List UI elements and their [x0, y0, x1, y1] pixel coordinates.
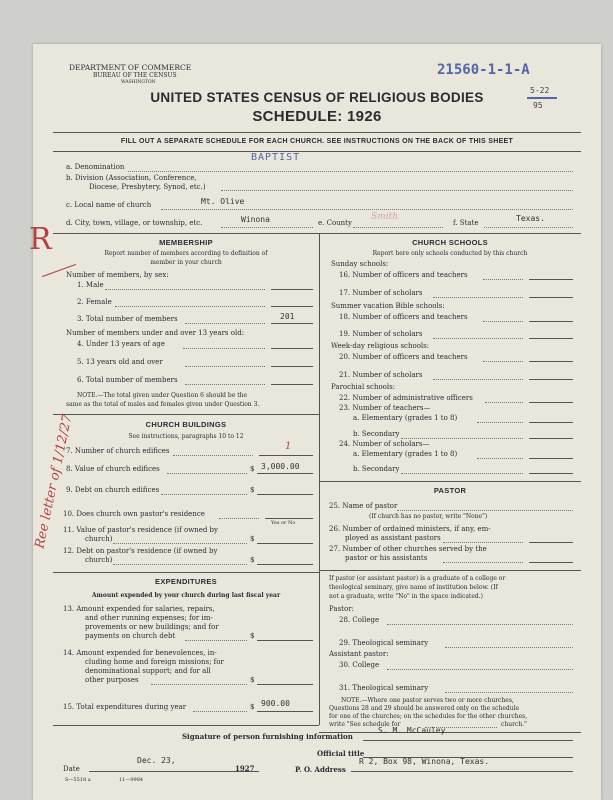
q5-answer-line [271, 366, 313, 367]
graduate-note-2: theological seminary, give name of institution below. (If [329, 584, 498, 591]
q15-label: 15. Total expenditures during year [63, 703, 187, 711]
q19-label: 19. Number of scholars [339, 330, 423, 338]
pastor-note-2: Questions 28 and 29 should be answered only on the schedule [329, 705, 520, 712]
membership-heading: MEMBERSHIP [159, 238, 213, 247]
q28-label: 28. College [339, 616, 380, 624]
q14-label-4: other purposes [85, 676, 139, 684]
q24a-line [477, 458, 523, 459]
q21-line [433, 379, 523, 380]
q12-line [113, 564, 247, 565]
weekday-label: Week-day religious schools: [331, 342, 430, 350]
q1-line [105, 289, 265, 290]
q29-line [445, 647, 573, 648]
q10-label: 10. Does church own pastor's residence [63, 510, 205, 518]
q7-value: 1 [285, 441, 292, 452]
q22-label: 22. Number of administrative officers [339, 394, 473, 402]
q14-dollar: $ [250, 676, 255, 684]
expenditures-sub: Amount expended by your church during last fiscal year [91, 592, 281, 599]
q9-answer-line [257, 494, 313, 495]
denomination-value: BAPTIST [251, 152, 301, 163]
q7-line [173, 455, 253, 456]
date-year: 1927 [235, 764, 255, 773]
q11-label: 11. Value of pastor's residence (if owned by [63, 526, 218, 534]
graduate-note-3: not a graduate, write "No" in the space indicated.) [329, 593, 483, 600]
q25-label: 25. Name of pastor [329, 502, 398, 510]
section-divider [319, 570, 581, 571]
q2-line [115, 306, 265, 307]
q26-answer-line [529, 542, 573, 543]
q25-line [397, 510, 573, 511]
address-value: R 2, Box 98, Winona, Texas. [359, 757, 490, 766]
q12-answer-line [257, 564, 313, 565]
q20-line [483, 361, 523, 362]
q28-line [387, 624, 573, 625]
census-form-sheet [29, 44, 601, 800]
q5-line [185, 366, 265, 367]
q3-value: 201 [280, 312, 295, 321]
q4-answer-line [271, 348, 313, 349]
stamp-code-number: 2156 [437, 62, 471, 78]
pastor-note-3: for one of the churches; on the schedules for the other churches, [329, 713, 528, 720]
q3-label: 3. Total number of members [77, 315, 178, 323]
form-number: S—5518 a [65, 777, 91, 783]
q8-label: 8. Value of church edifices [66, 465, 160, 473]
column-divider [319, 233, 320, 725]
q24a-answer-line [529, 458, 573, 459]
q23a-label: a. Elementary (grades 1 to 8) [353, 414, 458, 422]
assistant-sub-label: Assistant pastor: [329, 650, 389, 658]
address-label: P. O. Address [295, 765, 346, 774]
denomination-line [128, 171, 573, 172]
q23-label: 23. Number of teachers— [339, 404, 431, 412]
address-line [351, 771, 573, 772]
q13-answer-line [257, 640, 313, 641]
q11-label-2: church) [85, 535, 113, 543]
local-name-value: Mt. Olive [201, 197, 245, 206]
city-label: WASHINGTON [121, 80, 156, 85]
q8-dollar: $ [250, 465, 255, 473]
local-name-line [161, 209, 573, 210]
expenditures-heading: EXPENDITURES [155, 577, 217, 586]
q11-answer-line [257, 543, 313, 544]
yes-no-hint: Yes or No [271, 520, 296, 526]
q14-label-2: cluding home and foreign missions; for [85, 658, 224, 666]
q4-label: 4. Under 13 years of age [77, 340, 165, 348]
stamp-fraction-top: 5-22 [530, 86, 550, 95]
q13-label-4: payments on church debt [85, 632, 176, 640]
division-label: b. Division (Association, Conference, [66, 174, 197, 182]
q18-label: 18. Number of officers and teachers [339, 313, 468, 321]
q26-label-2: ployed as assistant pastors [345, 534, 441, 542]
summer-label: Summer vacation Bible schools: [331, 302, 445, 310]
date-label: Date [63, 765, 80, 773]
q15-dollar: $ [250, 703, 255, 711]
signature-value: S. M. McCauley [378, 726, 446, 735]
q24-label: 24. Number of scholars— [339, 440, 430, 448]
q21-label: 21. Number of scholars [339, 371, 423, 379]
q4-line [183, 348, 265, 349]
pastor-sub-label: Pastor: [329, 605, 354, 613]
parochial-label: Parochial schools: [331, 383, 396, 391]
q27-label: 27. Number of other churches served by the [329, 545, 487, 553]
q14-line [151, 684, 247, 685]
q16-line [483, 279, 523, 280]
q8-answer-line [257, 473, 313, 474]
q11-dollar: $ [250, 535, 255, 543]
q23b-line [401, 438, 523, 439]
q27-label-2: pastor or his assistants [345, 554, 428, 562]
division-label-2: Diocese, Presbytery, Synod, etc.) [89, 183, 206, 191]
q20-label: 20. Number of officers and teachers [339, 353, 468, 361]
q26-label: 26. Number of ordained ministers, if any, em- [329, 525, 491, 533]
q31-label: 31. Theological seminary [339, 684, 429, 692]
date-value: Dec. 23, [137, 756, 176, 765]
form-title: UNITED STATES CENSUS OF RELIGIOUS BODIES [150, 90, 484, 105]
q17-line [433, 297, 523, 298]
print-number: 11—9984 [119, 777, 144, 783]
membership-sub-1: Report number of members according to definition of [104, 250, 268, 257]
q7-label: 7. Number of church edifices [66, 447, 170, 455]
divider [53, 132, 581, 133]
section-divider [319, 481, 581, 482]
q12-dollar: $ [250, 556, 255, 564]
q13-label: 13. Amount expended for salaries, repairs, [63, 605, 215, 613]
pastor-note-1: NOTE.—Where one pastor serves two or more churches, [341, 697, 514, 704]
q18-line [483, 321, 523, 322]
q15-answer-line [257, 711, 313, 712]
margin-note: Ree letter of 1/12/27 [32, 413, 76, 550]
q1-label: 1. Male [77, 281, 104, 289]
q11-line [113, 543, 247, 544]
buildings-heading: CHURCH BUILDINGS [145, 420, 227, 429]
membership-sub-2: member in your church [150, 259, 222, 266]
q24b-label: b. Secondary [353, 465, 400, 473]
state-label: f. State [453, 219, 479, 227]
q30-label: 30. College [339, 661, 380, 669]
department-label: DEPARTMENT OF COMMERCE [69, 63, 192, 72]
q8-value: 3,000.00 [261, 462, 300, 471]
q13-label-3: provements or new buildings; and for [85, 623, 219, 631]
county-label: e. County [318, 219, 352, 227]
q6-label: 6. Total number of members [77, 376, 178, 384]
q13-line [185, 640, 247, 641]
membership-note-2: same as the total of males and females given under Question 3. [66, 401, 260, 408]
q25-hint: (If church has no pastor, write "None") [369, 513, 488, 520]
q7-answer-line [259, 455, 313, 456]
q30-line [387, 669, 573, 670]
q23a-line [477, 422, 523, 423]
pastor-note-4: write "See schedule for [329, 721, 401, 728]
q16-label: 16. Number of officers and teachers [339, 271, 468, 279]
city-field-line [221, 227, 313, 228]
q2-answer-line [271, 306, 313, 307]
section-divider [319, 732, 581, 733]
schedule-title: SCHEDULE: 1926 [252, 108, 382, 125]
instruction-line: FILL OUT A SEPARATE SCHEDULE FOR EACH CHURCH. SEE INSTRUCTIONS ON THE BACK OF THIS SHEET [120, 138, 514, 145]
stamp-code-suffix: 0-1-1-A [470, 62, 530, 78]
q13-dollar: $ [250, 632, 255, 640]
stamp-code [437, 62, 530, 78]
q1-answer-line [271, 289, 313, 290]
city-field-label: d. City, town, village, or township, etc. [66, 219, 203, 227]
division-line [221, 190, 573, 191]
q13-label-2: and other running expenses; for im- [85, 614, 213, 622]
q24b-line [401, 473, 523, 474]
q27-answer-line [529, 562, 573, 563]
q12-label-2: church) [85, 556, 113, 564]
q19-line [433, 338, 523, 339]
q9-dollar: $ [250, 486, 255, 494]
q24a-label: a. Elementary (grades 1 to 8) [353, 450, 458, 458]
q2-label: 2. Female [77, 298, 112, 306]
section-divider [53, 725, 319, 726]
pastor-heading: PASTOR [433, 486, 467, 495]
membership-note-1: NOTE.—The total given under Question 6 should be the [77, 392, 248, 399]
county-line [353, 227, 443, 228]
q27-line [443, 562, 523, 563]
q20-answer-line [529, 361, 573, 362]
q9-line [161, 494, 247, 495]
q5-label: 5. 13 years old and over [77, 358, 163, 366]
q16-answer-line [529, 279, 573, 280]
q26-line [443, 542, 523, 543]
schools-sub: Report here only schools conducted by this church [372, 250, 528, 257]
q17-label: 17. Number of scholars [339, 289, 423, 297]
q9-label: 9. Debt on church edifices [66, 486, 160, 494]
bureau-label: BUREAU OF THE CENSUS [93, 72, 177, 79]
graduate-note-1: If pastor (or assistant pastor) is a graduate of a college or [329, 575, 506, 582]
denomination-label: a. Denomination [66, 163, 125, 171]
q23b-answer-line [529, 438, 573, 439]
county-value: Smith [371, 212, 398, 222]
q23b-label: b. Secondary [353, 430, 400, 438]
q6-line [185, 384, 265, 385]
official-title-label: Official title [317, 749, 365, 758]
q29-label: 29. Theological seminary [339, 639, 429, 647]
q14-label: 14. Amount expended for benevolences, in- [63, 649, 217, 657]
q8-line [167, 473, 247, 474]
schools-heading: CHURCH SCHOOLS [412, 238, 488, 247]
q22-line [485, 402, 523, 403]
local-name-label: c. Local name of church [66, 201, 152, 209]
q21-answer-line [529, 379, 573, 380]
q3-answer-line [271, 323, 313, 324]
signature-line [363, 740, 573, 741]
section-divider [53, 572, 319, 573]
q23a-answer-line [529, 422, 573, 423]
signature-label: Signature of person furnishing information [182, 732, 353, 741]
q31-line [445, 692, 573, 693]
q6-answer-line [271, 384, 313, 385]
q17-answer-line [529, 297, 573, 298]
pastor-note-5: church." [501, 721, 527, 728]
q15-value: 900.00 [261, 699, 290, 708]
red-check-mark: R [29, 222, 52, 257]
stamp-fraction-bottom: 95 [533, 101, 543, 110]
q14-label-3: denominational support; and for all [85, 667, 211, 675]
sunday-label: Sunday schools: [331, 260, 389, 268]
q19-answer-line [529, 338, 573, 339]
q10-line [219, 518, 259, 519]
q22-answer-line [529, 402, 573, 403]
date-line [89, 771, 259, 772]
q12-label: 12. Debt on pastor's residence (if owned by [63, 547, 218, 555]
state-line [484, 227, 573, 228]
city-field-value: Winona [241, 215, 270, 224]
q14-answer-line [257, 684, 313, 685]
buildings-sub: See instructions, paragraphs 10 to 12 [128, 433, 244, 440]
age-label: Number of members under and over 13 years old: [66, 329, 245, 337]
q24b-answer-line [529, 473, 573, 474]
section-divider [53, 233, 581, 234]
divider [53, 151, 581, 152]
state-value: Texas. [516, 214, 545, 223]
q15-line [193, 711, 247, 712]
q3-line [185, 323, 265, 324]
by-sex-label: Number of members, by sex: [66, 271, 169, 279]
q18-answer-line [529, 321, 573, 322]
q10-answer-line [265, 518, 313, 519]
section-divider [53, 414, 319, 415]
